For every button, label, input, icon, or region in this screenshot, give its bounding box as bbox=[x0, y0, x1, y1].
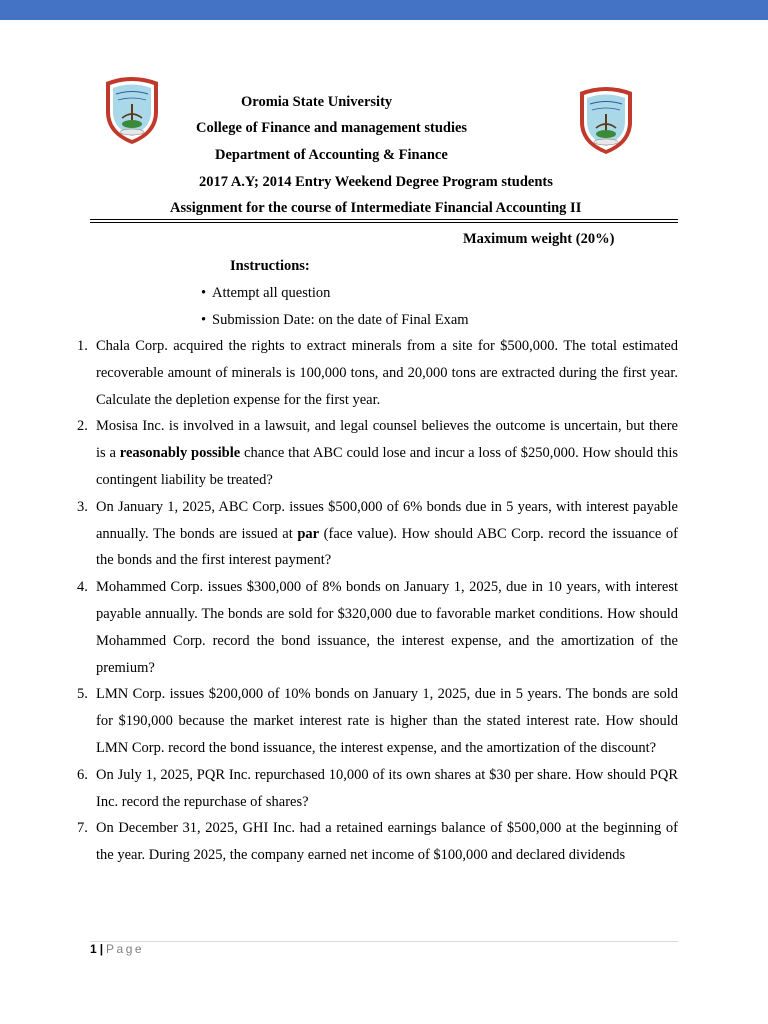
emphasis-text: reasonably possible bbox=[119, 445, 241, 462]
university-logo-icon bbox=[102, 74, 162, 146]
question-item: 7. On December 31, 2025, GHI Inc. had a retained earnings balance of $500,000 at the beginning of the year. During 2025, the company earned net income of $100,000 and declared dividends bbox=[77, 820, 678, 864]
page-label: Page bbox=[106, 942, 145, 956]
header-divider-bottom bbox=[90, 222, 678, 223]
bullet-icon: • bbox=[201, 285, 207, 301]
bullet-icon: • bbox=[201, 312, 207, 328]
question-item: 6. On July 1, 2025, PQR Inc. repurchased 10,000 of its own shares at $30 per share. How should PQR Inc. record the repurchase of shares? bbox=[77, 766, 678, 810]
program-name: 2017 A.Y; 2014 Entry Weekend Degree Program students bbox=[199, 174, 553, 190]
question-item: 2. Mosisa Inc. is involved in a lawsuit, and legal counsel believes the outcome is uncertain, but there is a reasonably possible chance that ABC could lose and incur a loss of $250,000. How should this contingent liability be treated? bbox=[77, 418, 679, 488]
question-item: 5. LMN Corp. issues $200,000 of 10% bonds on January 1, 2025, due in 5 years. The bonds are sold for $190,000 because the market interest rate is higher than the stated interest rate. How should LMN Corp. record the bond issuance, the interest expense, and the amortization of the discount? bbox=[77, 686, 678, 756]
top-banner-bar bbox=[0, 0, 768, 20]
maximum-weight: Maximum weight (20%) bbox=[463, 231, 615, 247]
college-name: College of Finance and management studies bbox=[196, 120, 468, 136]
emphasis-text: par bbox=[297, 525, 320, 542]
page-number: 1 bbox=[90, 942, 97, 956]
footer-divider bbox=[90, 941, 678, 942]
header-divider-top bbox=[90, 219, 678, 220]
department-name: Department of Accounting & Finance bbox=[215, 147, 448, 163]
question-item: 1. Chala Corp. acquired the rights to extract minerals from a site for $500,000. The total estimated recoverable amount of minerals is 100,000 tons, and 20,000 tons are extracted during the first year. Calculate the depletion expense for the first year. bbox=[77, 338, 678, 408]
instruction-item: • Attempt all question bbox=[201, 285, 331, 301]
question-item: 3. On January 1, 2025, ABC Corp. issues $500,000 of 6% bonds due in 5 years, with interest payable annually. The bonds are issued at par (face value). How should ABC Corp. record the issuance of the bonds and the first interest payment? bbox=[77, 498, 679, 569]
instruction-item: • Submission Date: on the date of Final Exam bbox=[201, 312, 469, 328]
question-item: 4. Mohammed Corp. issues $300,000 of 8% bonds on January 1, 2025, due in 10 years, with interest payable annually. The bonds are sold for $320,000 due to favorable market conditions. How should Mohammed Corp. record the bond issuance, the interest expense, and the amortization of the premium? bbox=[77, 579, 678, 676]
footer-separator: | bbox=[99, 942, 104, 956]
assignment-title: Assignment for the course of Intermediate Financial Accounting II bbox=[170, 200, 582, 216]
page-footer bbox=[90, 942, 144, 956]
instructions-heading: Instructions: bbox=[230, 258, 310, 274]
university-logo-icon bbox=[576, 84, 636, 156]
university-name: Oromia State University bbox=[241, 94, 393, 110]
question-list bbox=[77, 333, 679, 869]
